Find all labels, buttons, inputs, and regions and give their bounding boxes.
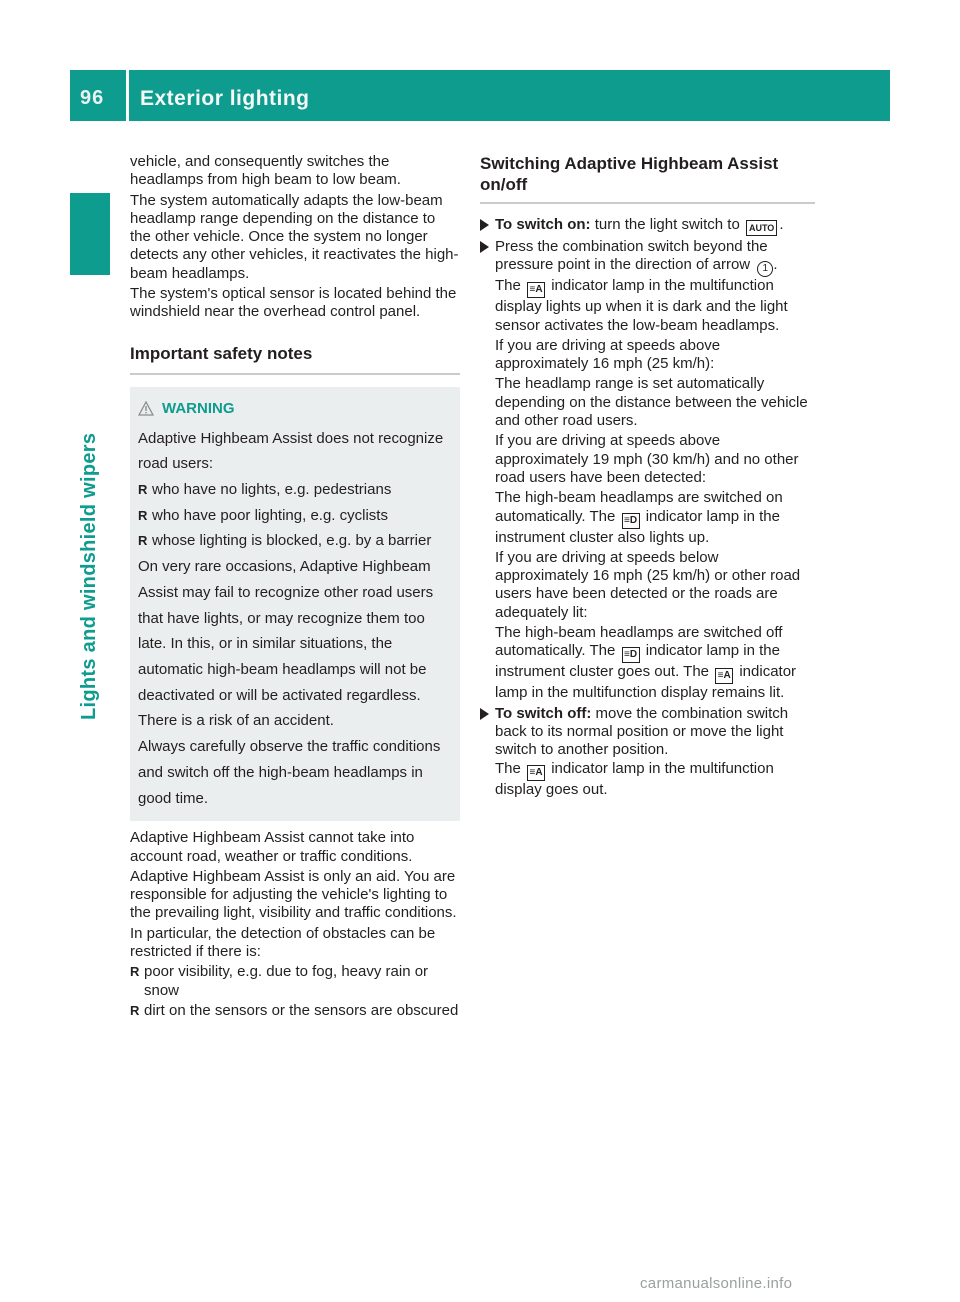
warning-text: Always carefully observe the traffic conditions and switch off the high-beam headlamps in good time. — [138, 738, 441, 807]
high-beam-indicator-icon: ≡D — [622, 513, 640, 529]
step-text: The — [495, 277, 521, 295]
step-text: turn the light switch to — [594, 216, 740, 233]
body-paragraph: Adaptive Highbeam Assist cannot take into account road, weather or traffic conditions. — [130, 829, 415, 865]
body-paragraph: In particular, the detection of obstacles can be restricted if there is: — [130, 924, 436, 960]
body-text: The high-beam headlamps are switched off automatically. The — [495, 624, 783, 660]
step-label: To switch off: — [495, 704, 592, 722]
condition-bullet: R poor visibility, e.g. due to fog, heavy rain or snow — [130, 963, 460, 1000]
step-arrow-icon — [480, 219, 489, 231]
highbeam-assist-indicator-icon: ≡A — [527, 282, 545, 298]
condition-bullet: R dirt on the sensors or the sensors are obscured — [130, 1002, 460, 1020]
side-tab — [72, 290, 108, 720]
step-text: move the combination switch back to its normal position or move the light switch to another position. — [495, 704, 789, 759]
body-text: indicator lamp in the multifunction display remains lit. — [495, 663, 797, 702]
highbeam-assist-indicator-icon: ≡A — [715, 668, 733, 684]
step-text: indicator lamp in the multifunction display goes out. — [495, 759, 774, 798]
warning-text: On very rare occasions, Adaptive Highbeam Assist may fail to recognize other road users that have lights, or may recognize them too late. In this, or in similar situations, the automatic high-beam headlamps will not be deactivated or will be activated regardless. There is a risk of an accident. — [138, 558, 434, 730]
warning-bullet: R who have poor lighting, e.g. cyclists — [138, 503, 452, 529]
high-beam-indicator-icon: ≡D — [622, 647, 640, 663]
intro-paragraph: The system automatically adapts the low-beam headlamp range depending on the distance to the other vehicle. Once the system no longer detects any other vehicles, it reactivates the high-beam headlamps. — [130, 191, 459, 282]
instruction-step: Press the combination switch beyond the pressure point in the direction of arrow 1 . The ≡A indicator lamp in the multifunction display lights up when it is dark and the light sensor activates the low-beam headlamps. — [480, 238, 815, 335]
warning-lead: Adaptive Highbeam Assist does not recognize road users: — [138, 429, 444, 473]
warning-triangle-icon — [138, 401, 154, 416]
body-paragraph: If you are driving at speeds below approximately 16 mph (25 km/h) or other road users have been detected or the roads are adequately lit: — [495, 548, 801, 621]
step-arrow-icon — [480, 708, 489, 720]
body-text: indicator lamp in the instrument cluster also lights up. — [495, 507, 780, 546]
instruction-step: To switch on: turn the light switch to AUTO . — [480, 216, 815, 236]
step-text: The — [495, 759, 521, 777]
body-text: indicator lamp in the instrument cluster goes out. The — [495, 642, 780, 681]
body-paragraph: The headlamp range is set automatically depending on the distance between the vehicle and other road users. — [495, 375, 808, 430]
step-text: indicator lamp in the multifunction display lights up when it is dark and the light sensor activates the low-beam headlamps. — [495, 277, 788, 334]
section-heading-block — [130, 343, 460, 375]
instruction-step — [480, 705, 815, 799]
auto-switch-icon: AUTO — [746, 220, 777, 236]
body-paragraph — [480, 489, 815, 547]
left-column — [130, 153, 460, 1022]
section-heading: Important safety notes — [130, 343, 313, 363]
notes-after-warning — [130, 829, 460, 1020]
section-heading-block — [480, 153, 815, 204]
step-text: Press the combination switch beyond the pressure point in the direction of arrow — [495, 238, 768, 274]
warning-bullet: R whose lighting is blocked, e.g. by a barrier — [138, 528, 452, 554]
step-label: To switch on: — [495, 216, 591, 233]
section-heading-line2: on/off — [480, 175, 528, 194]
arrow-number-icon: 1 — [757, 261, 773, 277]
side-tab-label: Lights and windshield wipers — [78, 432, 100, 720]
warning-bullet: R who have no lights, e.g. pedestrians — [138, 477, 452, 503]
body-paragraph: If you are driving at speeds above approximately 19 mph (30 km/h) and no other road users have been detected: — [495, 432, 799, 486]
side-tab-block — [70, 193, 110, 275]
right-column — [480, 153, 815, 801]
body-paragraph — [480, 624, 815, 703]
highbeam-assist-indicator-icon: ≡A — [527, 765, 545, 781]
page-title: Exterior lighting — [140, 87, 310, 110]
header-divider — [126, 70, 129, 121]
body-paragraph: If you are driving at speeds above approximately 16 mph (25 km/h): — [495, 336, 721, 373]
watermark: carmanualsonline.info — [640, 1275, 793, 1292]
page-number: 96 — [80, 87, 105, 109]
warning-box — [130, 387, 460, 822]
step-arrow-icon — [480, 241, 489, 253]
intro-paragraph: The system's optical sensor is located behind the windshield near the overhead control panel. — [130, 285, 457, 321]
body-paragraph: Adaptive Highbeam Assist is only an aid. You are responsible for adjusting the vehicle's lighting to the prevailing light, visibility and traffic conditions. — [130, 867, 457, 922]
warning-header — [138, 400, 452, 418]
warning-label: WARNING — [162, 399, 235, 417]
body-text: The high-beam headlamps are switched on automatically. The — [495, 489, 783, 525]
section-heading-line1: Switching Adaptive Highbeam Assist — [480, 154, 779, 173]
intro-paragraph: vehicle, and consequently switches the headlamps from high beam to low beam. — [130, 153, 401, 189]
